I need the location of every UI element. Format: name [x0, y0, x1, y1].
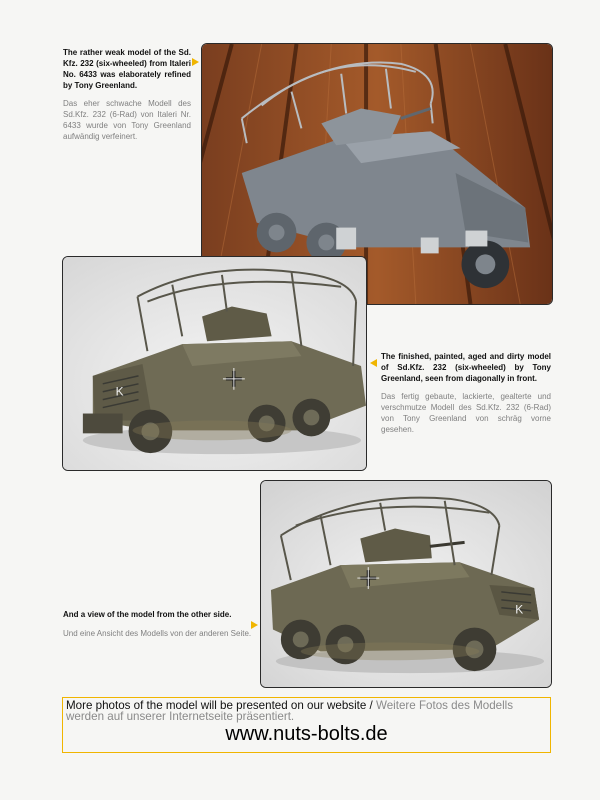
caption-german: Das fertig gebaute, lackierte, gealterte und verschmutze Modell des Sd.Kfz. 232 (6-Rad) von Tony Greenland von schräg vorne gesehen. [381, 392, 551, 434]
pointer-arrow-icon [370, 359, 377, 367]
caption-german: Das eher schwache Modell des Sd.Kfz. 232 (6-Rad) von Italeri Nr. 6433 wurde von Tony Greenland aufwändig verfeinert. [63, 99, 191, 141]
caption-unbuilt-model [63, 47, 191, 142]
caption-german: Und eine Ansicht des Modells von der anderen Seite. [63, 629, 252, 638]
caption-english: And a view of the model from the other side. [63, 610, 232, 619]
finished-model-side-image [261, 481, 551, 687]
website-url-link[interactable]: www.nuts-bolts.de [225, 723, 388, 745]
pointer-arrow-icon [251, 621, 258, 629]
finished-model-front-image [63, 257, 366, 470]
photo-finished-model-front [62, 256, 367, 471]
website-notice-text [66, 700, 546, 722]
caption-other-side-view [63, 609, 253, 639]
caption-finished-front-view [381, 351, 551, 435]
website-notice-box [62, 697, 551, 753]
pointer-arrow-icon [192, 58, 199, 66]
website-notice-english: More photos of the model will be presented on our website / [66, 699, 376, 712]
photo-finished-model-side [260, 480, 552, 688]
caption-english: The finished, painted, aged and dirty model of Sd.Kfz. 232 (six-wheeled) by Tony Greenland, seen from diagonally in front. [381, 352, 551, 383]
caption-english: The rather weak model of the Sd. Kfz. 232 (six-wheeled) from Italeri No. 6433 was elaborately refined by Tony Greenland. [63, 48, 191, 90]
svg-text:K: K [515, 602, 524, 617]
website-notice-german: Weitere Fotos des Modells werden auf unserer Internetseite präsentiert. [66, 699, 514, 723]
svg-text:K: K [115, 384, 124, 399]
